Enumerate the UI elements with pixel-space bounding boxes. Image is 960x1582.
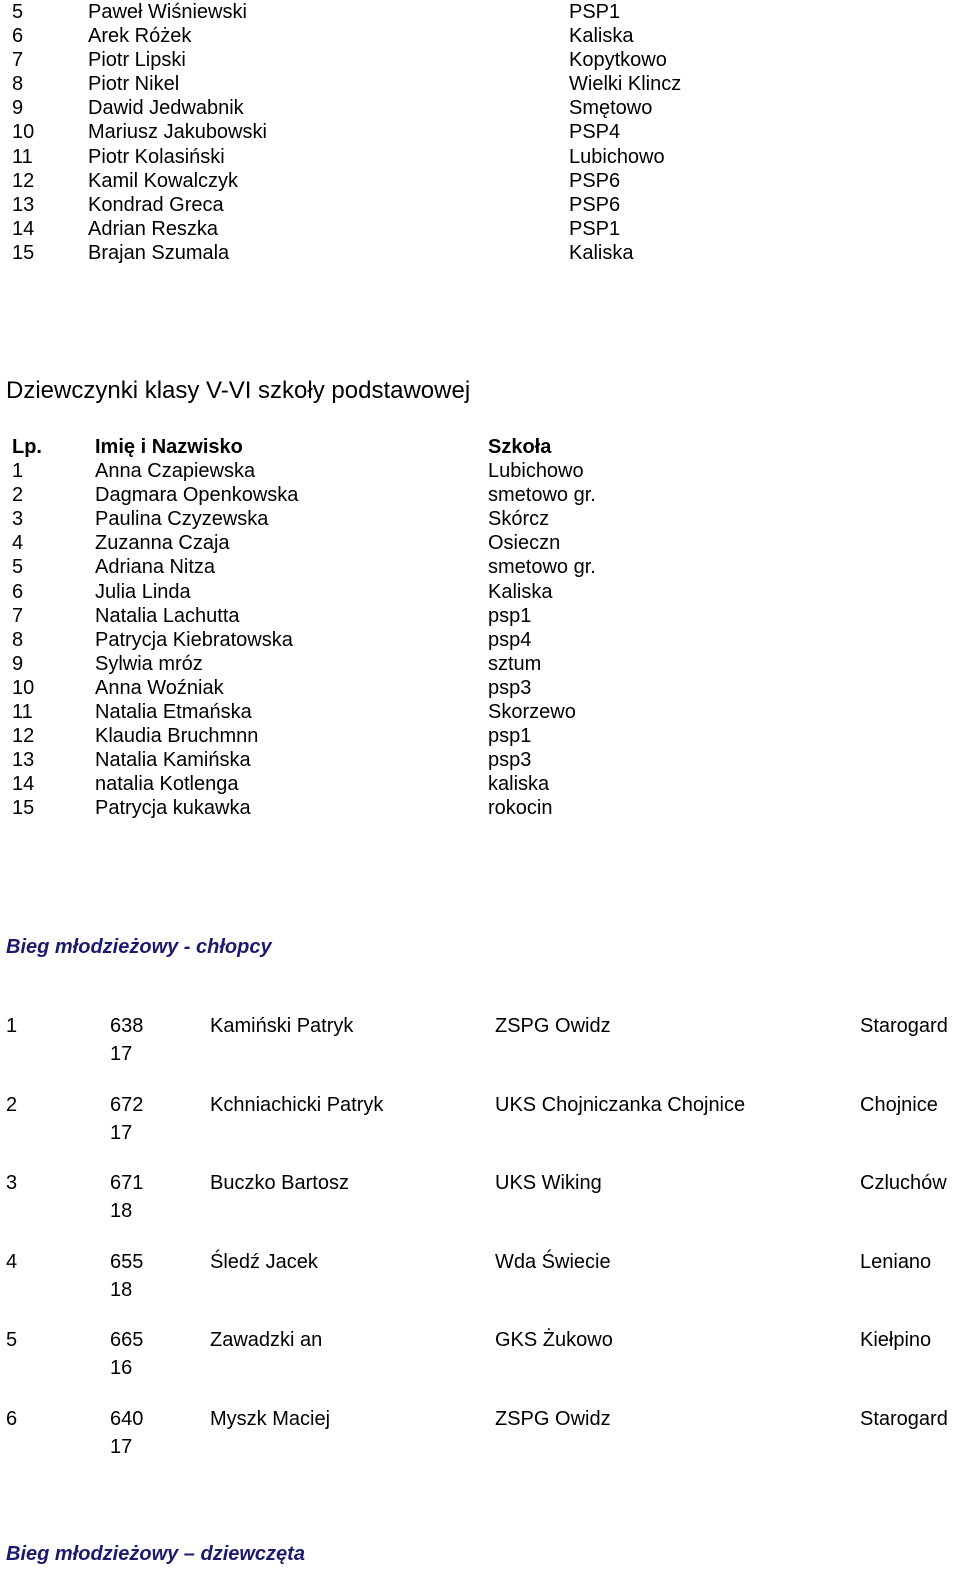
school-name: PSP1 bbox=[569, 1, 621, 23]
city-name: Starogard bbox=[860, 1015, 948, 1037]
school-name: Kaliska bbox=[569, 241, 634, 264]
result-row bbox=[0, 1169, 960, 1248]
list-item bbox=[12, 48, 952, 72]
row-number: 4 bbox=[12, 532, 24, 555]
participant-name: Buczko Bartosz bbox=[210, 1172, 349, 1195]
row-number: 14 bbox=[12, 217, 35, 240]
row-number: 9 bbox=[12, 97, 24, 120]
school-name: PSP6 bbox=[569, 169, 621, 192]
place: 4 bbox=[6, 1250, 18, 1273]
participant-name: Natalia Kamińska bbox=[95, 749, 251, 772]
bib-number: 655 bbox=[110, 1250, 144, 1273]
row-number: 11 bbox=[12, 701, 33, 724]
bib-number: 640 bbox=[110, 1407, 144, 1430]
school-name: Skórcz bbox=[488, 508, 550, 531]
city-name: Czluchów bbox=[860, 1172, 947, 1195]
row-number: 2 bbox=[12, 484, 24, 507]
school-name: sztum bbox=[488, 652, 542, 675]
bib-number: 672 bbox=[110, 1093, 144, 1116]
row-number: 15 bbox=[12, 241, 35, 264]
birth-year: 17 bbox=[110, 1435, 133, 1458]
row-number: 8 bbox=[12, 73, 24, 96]
result-row bbox=[0, 1091, 960, 1170]
participant-name: Paweł Wiśniewski bbox=[88, 1, 247, 23]
table-row bbox=[12, 796, 952, 820]
bib-number: 665 bbox=[110, 1329, 144, 1352]
club-name: Wda Świecie bbox=[495, 1250, 611, 1273]
row-number: 10 bbox=[12, 676, 35, 699]
participant-name: Patrycja Kiebratowska bbox=[95, 628, 293, 651]
table-row bbox=[12, 772, 952, 796]
participant-name: Natalia Etmańska bbox=[95, 701, 252, 724]
club-name: UKS Chojniczanka Chojnice bbox=[495, 1093, 746, 1116]
column-header-number: Lp. bbox=[12, 436, 42, 458]
school-name: Lubichowo bbox=[488, 460, 584, 483]
bib-number: 638 bbox=[110, 1015, 144, 1037]
participant-name: Zuzanna Czaja bbox=[95, 532, 230, 555]
school-name: psp4 bbox=[488, 628, 532, 651]
school-name: kaliska bbox=[488, 773, 550, 796]
list-item bbox=[12, 169, 952, 193]
school-name: Smętowo bbox=[569, 97, 653, 120]
list-item bbox=[12, 193, 952, 217]
row-number: 3 bbox=[12, 508, 24, 531]
participant-name: Piotr Lipski bbox=[88, 49, 186, 72]
row-number: 11 bbox=[12, 145, 33, 168]
row-number: 6 bbox=[12, 25, 24, 48]
participant-name: Dawid Jedwabnik bbox=[88, 97, 244, 120]
row-number: 13 bbox=[12, 749, 35, 772]
city-name: Starogard bbox=[860, 1407, 948, 1430]
school-name: Lubichowo bbox=[569, 145, 665, 168]
participant-name: Kamiński Patryk bbox=[210, 1015, 354, 1037]
result-row bbox=[0, 1012, 960, 1091]
participant-name: Julia Linda bbox=[95, 580, 191, 603]
row-number: 8 bbox=[12, 628, 24, 651]
list-item bbox=[12, 0, 952, 24]
section-heading-youth-girls: Bieg młodzieżowy – dziewczęta bbox=[6, 1543, 305, 1565]
birth-year: 17 bbox=[110, 1043, 133, 1065]
birth-year: 17 bbox=[110, 1121, 133, 1144]
club-name: ZSPG Owidz bbox=[495, 1015, 611, 1037]
club-name: ZSPG Owidz bbox=[495, 1407, 611, 1430]
table-row bbox=[12, 676, 952, 700]
row-number: 1 bbox=[12, 460, 24, 483]
participant-name: Kchniachicki Patryk bbox=[210, 1093, 384, 1116]
school-name: psp1 bbox=[488, 725, 532, 748]
participant-name: Sylwia mróz bbox=[95, 652, 203, 675]
section-heading-youth-boys: Bieg młodzieżowy - chłopcy bbox=[6, 936, 272, 958]
row-number: 12 bbox=[12, 725, 35, 748]
row-number: 12 bbox=[12, 169, 35, 192]
birth-year: 18 bbox=[110, 1200, 133, 1223]
result-row bbox=[0, 1326, 960, 1405]
school-name: Kopytkowo bbox=[569, 49, 667, 72]
city-name: Leniano bbox=[860, 1250, 932, 1273]
row-number: 13 bbox=[12, 193, 35, 216]
school-name: psp3 bbox=[488, 676, 532, 699]
participant-name: Anna Woźniak bbox=[95, 676, 224, 699]
list-item bbox=[12, 241, 952, 265]
result-row bbox=[0, 1248, 960, 1327]
list-item bbox=[12, 217, 952, 241]
school-name: Kaliska bbox=[569, 25, 634, 48]
place: 1 bbox=[6, 1015, 18, 1037]
birth-year: 18 bbox=[110, 1278, 133, 1301]
girls-results-table bbox=[12, 435, 952, 821]
school-name: rokocin bbox=[488, 797, 553, 820]
table-row bbox=[12, 580, 952, 604]
table-row bbox=[12, 724, 952, 748]
place: 5 bbox=[6, 1329, 18, 1352]
row-number: 6 bbox=[12, 580, 24, 603]
section-heading-girls-v-vi: Dziewczynki klasy V-VI szkoły podstawowej bbox=[6, 377, 471, 404]
row-number: 15 bbox=[12, 797, 35, 820]
participant-name: natalia Kotlenga bbox=[95, 773, 239, 796]
participant-name: Adriana Nitza bbox=[95, 556, 216, 579]
participant-name: Myszk Maciej bbox=[210, 1407, 331, 1430]
school-name: smetowo gr. bbox=[488, 484, 596, 507]
school-name: Wielki Klincz bbox=[569, 73, 682, 96]
place: 3 bbox=[6, 1172, 18, 1195]
row-number: 9 bbox=[12, 652, 24, 675]
boys-list-continued bbox=[12, 0, 952, 265]
table-row bbox=[12, 628, 952, 652]
school-name: Osieczn bbox=[488, 532, 561, 555]
column-header-name: Imię i Nazwisko bbox=[95, 436, 243, 458]
school-name: smetowo gr. bbox=[488, 556, 596, 579]
participant-name: Mariusz Jakubowski bbox=[88, 121, 267, 144]
participant-name: Zawadzki an bbox=[210, 1329, 323, 1352]
participant-name: Anna Czapiewska bbox=[95, 460, 256, 483]
table-row bbox=[12, 748, 952, 772]
participant-name: Śledź Jacek bbox=[210, 1250, 318, 1273]
result-row bbox=[0, 1405, 960, 1484]
table-row bbox=[12, 459, 952, 483]
table-row bbox=[12, 652, 952, 676]
city-name: Kiełpino bbox=[860, 1329, 932, 1352]
school-name: PSP4 bbox=[569, 121, 621, 144]
school-name: Kaliska bbox=[488, 580, 553, 603]
table-row bbox=[12, 507, 952, 531]
school-name: psp1 bbox=[488, 604, 532, 627]
youth-boys-results bbox=[0, 1012, 960, 1484]
list-item bbox=[12, 24, 952, 48]
list-item bbox=[12, 72, 952, 96]
participant-name: Adrian Reszka bbox=[88, 217, 219, 240]
participant-name: Piotr Nikel bbox=[88, 73, 180, 96]
participant-name: Patrycja kukawka bbox=[95, 797, 251, 820]
participant-name: Brajan Szumala bbox=[88, 241, 230, 264]
row-number: 7 bbox=[12, 604, 24, 627]
table-header-row bbox=[12, 435, 952, 459]
participant-name: Piotr Kolasiński bbox=[88, 145, 225, 168]
table-row bbox=[12, 700, 952, 724]
club-name: UKS Wiking bbox=[495, 1172, 602, 1195]
table-row bbox=[12, 531, 952, 555]
list-item bbox=[12, 96, 952, 120]
participant-name: Arek Różek bbox=[88, 25, 192, 48]
table-row bbox=[12, 483, 952, 507]
school-name: PSP1 bbox=[569, 217, 621, 240]
list-item bbox=[12, 145, 952, 169]
table-row bbox=[12, 555, 952, 579]
city-name: Chojnice bbox=[860, 1093, 938, 1116]
row-number: 5 bbox=[12, 556, 24, 579]
participant-name: Natalia Lachutta bbox=[95, 604, 240, 627]
school-name: Skorzewo bbox=[488, 701, 576, 724]
participant-name: Kamil Kowalczyk bbox=[88, 169, 239, 192]
participant-name: Paulina Czyzewska bbox=[95, 508, 269, 531]
place: 2 bbox=[6, 1093, 18, 1116]
participant-name: Klaudia Bruchmnn bbox=[95, 725, 259, 748]
participant-name: Kondrad Greca bbox=[88, 193, 224, 216]
school-name: PSP6 bbox=[569, 193, 621, 216]
table-row bbox=[12, 604, 952, 628]
list-item bbox=[12, 120, 952, 144]
school-name: psp3 bbox=[488, 749, 532, 772]
place: 6 bbox=[6, 1407, 18, 1430]
row-number: 10 bbox=[12, 121, 35, 144]
row-number: 14 bbox=[12, 773, 35, 796]
column-header-school: Szkoła bbox=[488, 436, 552, 458]
row-number: 5 bbox=[12, 1, 24, 23]
row-number: 7 bbox=[12, 49, 24, 72]
participant-name: Dagmara Openkowska bbox=[95, 484, 299, 507]
birth-year: 16 bbox=[110, 1357, 133, 1380]
bib-number: 671 bbox=[110, 1172, 144, 1195]
club-name: GKS Żukowo bbox=[495, 1329, 613, 1352]
